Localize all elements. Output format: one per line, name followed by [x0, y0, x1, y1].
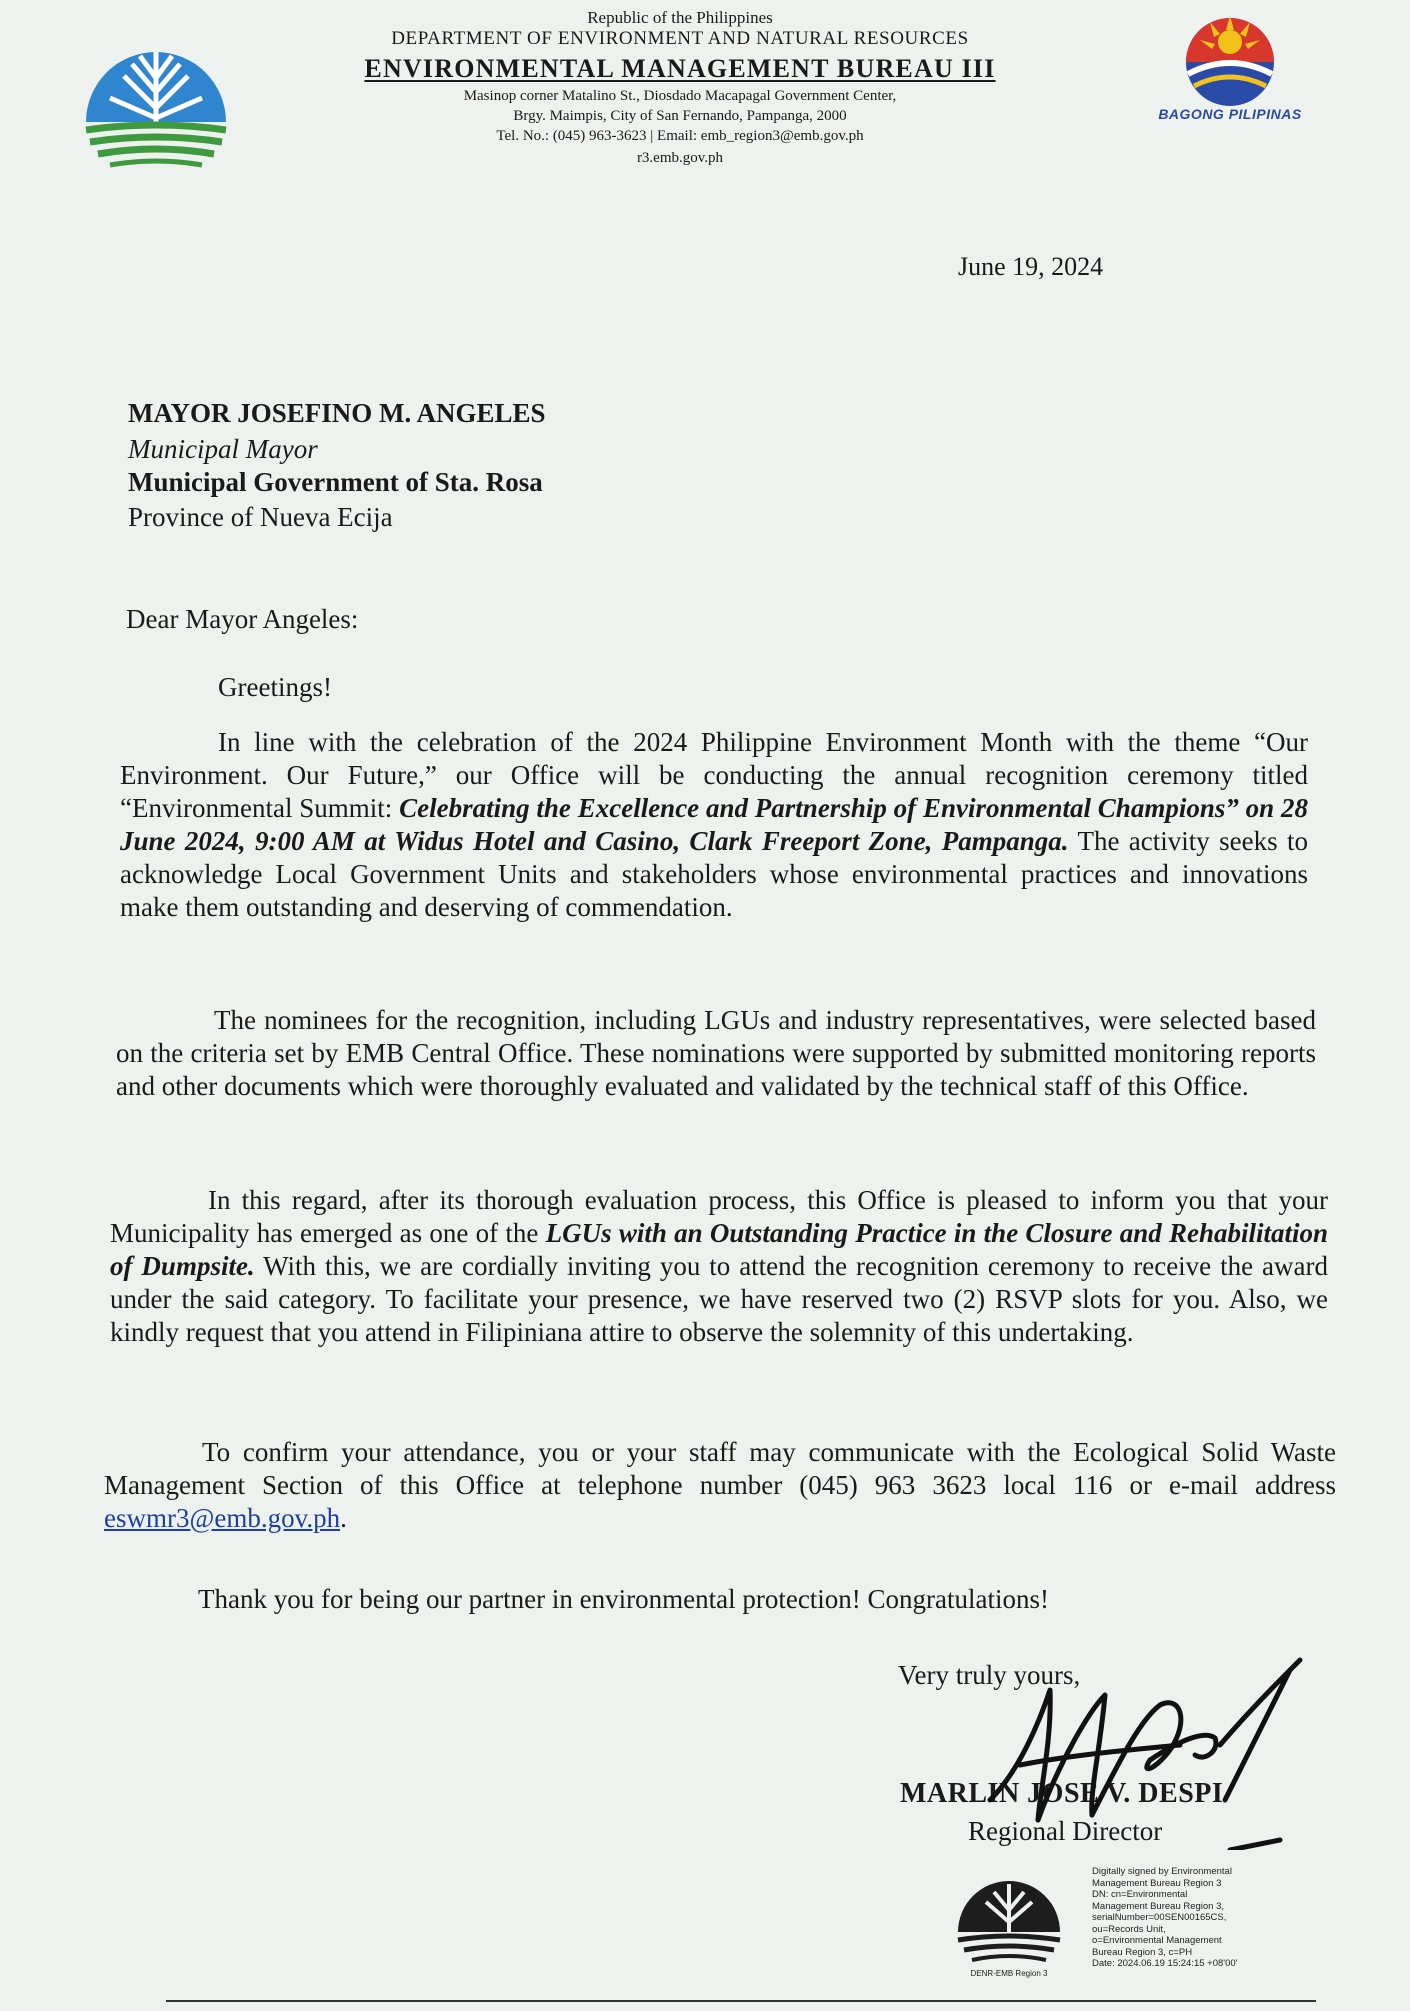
signatory-name: MARLIN JOSE V. DESPI — [900, 1778, 1224, 1809]
header-contact: Tel. No.: (045) 963-3623 | Email: emb_region3@emb.gov.ph — [496, 128, 864, 144]
header-department: DEPARTMENT OF ENVIRONMENT AND NATURAL RESOURCES — [391, 28, 969, 49]
footer-rule — [166, 2000, 1316, 2002]
seal-text: DENR-EMB Region 3 — [970, 1969, 1048, 1978]
digital-signature-line: Digitally signed by Environmental — [1092, 1866, 1232, 1877]
digital-signature-line: Bureau Region 3, c=PH — [1092, 1946, 1193, 1958]
paragraph-1-closing: The activity seeks to acknowledge Local Government Units and stakeholders whose environmental practices and innovations make them outstanding and deserving of commendation. — [120, 826, 1308, 922]
paragraph-2-text: The nominees for the recognition, including LGUs and industry representatives, were selected based on the criteria set by EMB Central Office. These nominations were supported by submitted monitoring reports and other documents which were thoroughly evaluated and validated by the technical staff of this Office. — [116, 1005, 1316, 1101]
addressee-title: Municipal Mayor — [128, 434, 318, 464]
paragraph-4-text: To confirm your attendance, you or your staff may communicate with the Ecological Solid Waste Management Section of this Office at telephone number (045) 963 3623 local 116 or e-mail address — [104, 1437, 1336, 1500]
header-address-1: Masinop corner Matalino St., Diosdado Macapagal Government Center, — [463, 88, 897, 104]
digital-signature-line: Date: 2024.06.19 15:24:15 +08'00' — [1092, 1958, 1238, 1969]
addressee-name: MAYOR JOSEFINO M. ANGELES — [128, 398, 546, 428]
digital-signature-block — [1092, 1866, 1292, 1970]
header-website: r3.emb.gov.ph — [636, 150, 724, 166]
paragraph-1-intro: In line with the celebration of the 2024 Philippine Environment Month with the theme “Our Environment. Our Future,” our Office will be conducting the annual recognition ceremony titled “Environmental Summit: — [120, 727, 1308, 823]
digital-signature-line: ou=Records Unit, — [1092, 1923, 1166, 1935]
signatory-position: Regional Director — [968, 1816, 1163, 1846]
paragraph-3-award-category: LGUs with an Outstanding Practice in the Closure and Rehabilitation of Dumpsite. — [110, 1218, 1328, 1281]
bagong-pilipinas-logo — [1160, 12, 1300, 108]
paragraph-4 — [104, 1436, 1336, 1535]
header-republic: Republic of the Philippines — [587, 8, 773, 27]
header-address-2: Brgy. Maimpis, City of San Fernando, Pampanga, 2000 — [513, 108, 847, 124]
header-bureau: ENVIRONMENTAL MANAGEMENT BUREAU III — [364, 54, 996, 83]
bagong-pilipinas-text: BAGONG PILIPINAS — [1158, 106, 1302, 122]
thanks-line: Thank you for being our partner in environmental protection! Congratulations! — [198, 1584, 1050, 1614]
handwritten-signature — [980, 1650, 1320, 1850]
addressee-organization: Municipal Government of Sta. Rosa — [128, 467, 543, 497]
paragraph-1-event-details: Celebrating the Excellence and Partnership of Environmental Champions” on 28 June 2024, 9:00 AM at Widus Hotel and Casino, Clark Freeport Zone, Pampanga. — [120, 793, 1308, 856]
email-link[interactable]: eswmr3@emb.gov.ph — [104, 1503, 341, 1533]
digital-signature-line: DN: cn=Environmental — [1092, 1889, 1188, 1900]
paragraph-3-intro: In this regard, after its thorough evaluation process, this Office is pleased to inform you that your Municipality has emerged as one of the — [110, 1185, 1328, 1248]
addressee-province: Province of Nueva Ecija — [128, 502, 393, 532]
paragraph-3-closing: With this, we are cordially inviting you to attend the recognition ceremony to receive the award under the said category. To facilitate your presence, we have reserved two (2) RSVP slots for you. Also, we kindly request that you attend in Filipiniana attire to observe the solemnity of this undertaking. — [110, 1251, 1328, 1347]
digital-signature-line: serialNumber=00SEN00165CS, — [1092, 1912, 1227, 1923]
paragraph-1 — [120, 726, 1308, 924]
letter-date: June 19, 2024 — [958, 252, 1104, 281]
closing: Very truly yours, — [898, 1660, 1081, 1690]
salutation: Dear Mayor Angeles: — [126, 604, 359, 634]
paragraph-3 — [110, 1184, 1328, 1349]
paragraph-4-end: . — [340, 1503, 347, 1533]
digital-signature-line: Management Bureau Region 3, — [1092, 1900, 1225, 1912]
greeting: Greetings! — [218, 672, 332, 702]
denr-emb-seal — [950, 1862, 1068, 1980]
paragraph-2 — [116, 1004, 1316, 1103]
digital-signature-line: Management Bureau Region 3 — [1092, 1877, 1222, 1889]
denr-logo — [80, 26, 232, 168]
digital-signature-line: o=Environmental Management — [1092, 1935, 1222, 1946]
